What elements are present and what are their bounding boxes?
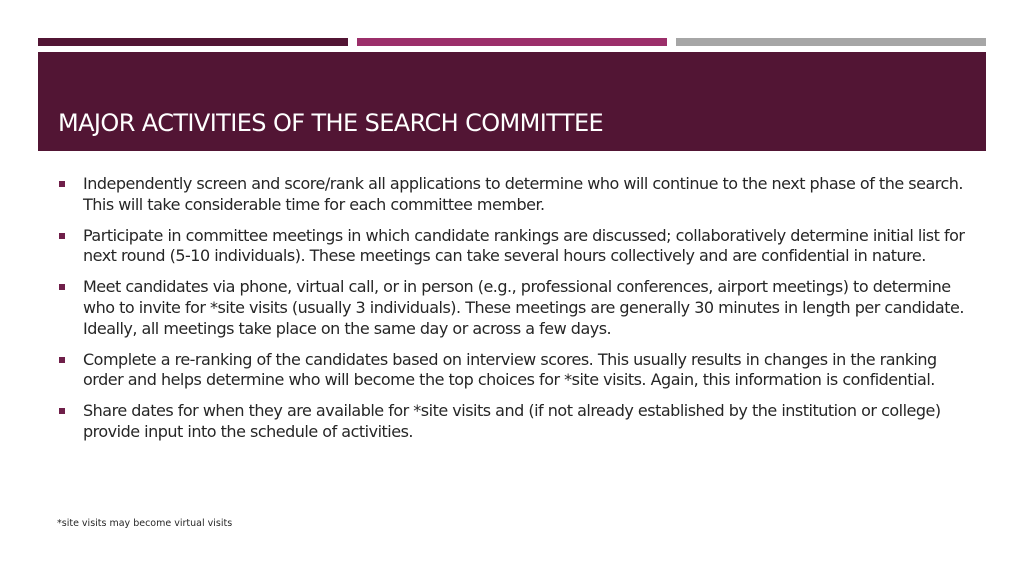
footnote: *site visits may become virtual visits (57, 518, 233, 529)
bullet-list (57, 174, 977, 453)
square-bullet-icon (59, 181, 65, 187)
square-bullet-icon (59, 408, 65, 414)
square-bullet-icon (59, 284, 65, 290)
accent-stripe-dark (38, 38, 348, 46)
bullet-text: Share dates for when they are available for *site visits and (if not already established by the institution or college) provide input into the schedule of activities. (83, 401, 941, 441)
square-bullet-icon (59, 233, 65, 239)
bullet-item (57, 226, 977, 268)
bullet-item (57, 401, 977, 443)
accent-stripe-gray (676, 38, 986, 46)
bullet-item (57, 277, 977, 339)
accent-stripe-magenta (357, 38, 667, 46)
bullet-text: Meet candidates via phone, virtual call, or in person (e.g., professional conferences, airport meetings) to determine who to invite for *site visits (usually 3 individuals). These meetings are generally 30 minutes in length per candidate. Ideally, all meetings take place on the same day or across a few days. (83, 277, 964, 338)
bullet-item (57, 350, 977, 392)
bullet-item (57, 174, 977, 216)
slide-title: MAJOR ACTIVITIES OF THE SEARCH COMMITTEE (58, 109, 604, 137)
square-bullet-icon (59, 357, 65, 363)
bullet-text: Complete a re-ranking of the candidates based on interview scores. This usually results in changes in the ranking order and helps determine who will become the top choices for *site visits. Again, this information is confidential. (83, 349, 937, 390)
bullet-text: Independently screen and score/rank all applications to determine who will continue to the next phase of the search. This will take considerable time for each committee member. (83, 174, 963, 214)
bullet-text: Participate in committee meetings in which candidate rankings are discussed; collaboratively determine initial list for next round (5-10 individuals). These meetings can take several hours collectively and are confidential in nature. (83, 225, 965, 266)
title-band (38, 52, 986, 151)
